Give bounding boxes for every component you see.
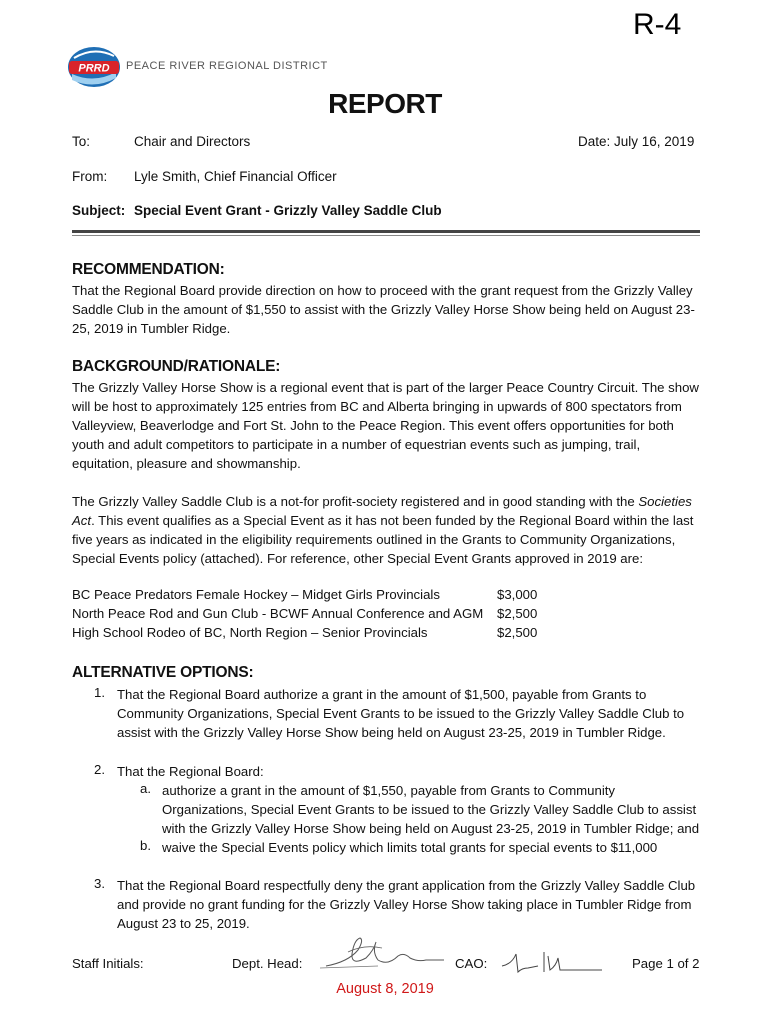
report-date: Date: July 16, 2019 (578, 134, 695, 149)
to-value: Chair and Directors (134, 134, 251, 149)
background-paragraph-2: The Grizzly Valley Saddle Club is a not-for profit-society registered and in good standing with the Societies Act. This event qualifies as a Special Event as it has not been funded by the Regional Board within the last five years as indicated in the eligibility requirements outlined in the Grants to Community Organizations, Special Events policy (attached). For reference, other Special Event Grants approved in 2019 are: (72, 494, 694, 566)
staff-initials-label: Staff Initials: (72, 956, 144, 971)
option-2b-text: waive the Special Events policy which limits total grants for special events to $11,000 (162, 840, 658, 855)
grant-row-name: BC Peace Predators Female Hockey – Midget Girls Provincials (72, 587, 440, 602)
subject-label: Subject: (72, 203, 126, 218)
received-date-stamp: August 8, 2019 (336, 981, 434, 997)
cao-signature (498, 944, 606, 976)
svg-text:PRRD: PRRD (78, 62, 110, 75)
dept-head-label: Dept. Head: (232, 956, 303, 971)
from-value: Lyle Smith, Chief Financial Officer (134, 169, 337, 184)
from-label: From: (72, 169, 108, 184)
page-number: Page 1 of 2 (632, 956, 700, 971)
recommendation-heading: RECOMMENDATION: (72, 261, 225, 278)
header-divider (72, 230, 700, 233)
option-number: 3. (94, 876, 105, 891)
header-divider-thin (72, 235, 700, 236)
grant-row-name: North Peace Rod and Gun Club - BCWF Annual Conference and AGM (72, 606, 484, 621)
subject-value: Special Event Grant - Grizzly Valley Saddle Club (134, 203, 442, 218)
option-3-text: That the Regional Board respectfully deny the grant application from the Grizzly Valley Saddle Club and provide no grant funding for the Grizzly Valley Horse Show taking place in Tumbler Ridge from August 23 to 25, 2019. (117, 878, 696, 931)
option-number: 1. (94, 685, 105, 700)
cao-label: CAO: (455, 956, 488, 971)
grant-row-amount: $3,000 (497, 587, 538, 602)
dept-head-signature (318, 932, 448, 972)
option-number: 2. (94, 762, 105, 777)
recommendation-text: That the Regional Board provide direction on how to proceed with the grant request from the Grizzly Valley Saddle Club in the amount of $1,550 to assist with the Grizzly Valley Horse Show being held on August 23- 25, 2019 in Tumbler Ridge. (72, 283, 695, 336)
suboption-letter: b. (140, 838, 151, 853)
suboption-letter: a. (140, 781, 151, 796)
page-id: R-4 (633, 8, 682, 41)
background-paragraph-1: The Grizzly Valley Horse Show is a regional event that is part of the larger Peace Country Circuit. The show will be host to approximately 125 entries from BC and Alberta bringing in upwards of 800 spectators from Valleyview, Beaverlodge and Fort St. John to the Peace Region. This event offers opportunities for both youth and adult competitors to participate in a number of equestrian events such as jumping, trail, equitation, pleasure and showmanship. (72, 380, 699, 471)
to-label: To: (72, 134, 91, 149)
option-1-text: That the Regional Board authorize a grant in the amount of $1,500, payable from Grants to Community Organizations, Special Event Grants to be issued to the Grizzly Valley Saddle Club to assist with the Grizzly Valley Horse Show being held on August 23-25, 2019 in Tumbler Ridge. (117, 687, 685, 740)
background-heading: BACKGROUND/RATIONALE: (72, 358, 281, 375)
grant-row-amount: $2,500 (497, 625, 538, 640)
prrd-logo (66, 44, 122, 90)
option-2a-text: authorize a grant in the amount of $1,550, payable from Grants to Community Organizations, Special Event Grants to be issued to the Grizzly Valley Saddle Club to assist with the Grizzly Valley Horse Show being held on August 23-25, 2019 in Tumbler Ridge; and (162, 783, 700, 836)
option-2-intro: That the Regional Board: (117, 764, 264, 779)
report-title: REPORT (328, 88, 442, 119)
alternatives-heading: ALTERNATIVE OPTIONS: (72, 664, 254, 681)
grant-row-amount: $2,500 (497, 606, 538, 621)
grant-row-name: High School Rodeo of BC, North Region – Senior Provincials (72, 625, 428, 640)
organization-name: PEACE RIVER REGIONAL DISTRICT (126, 60, 328, 72)
